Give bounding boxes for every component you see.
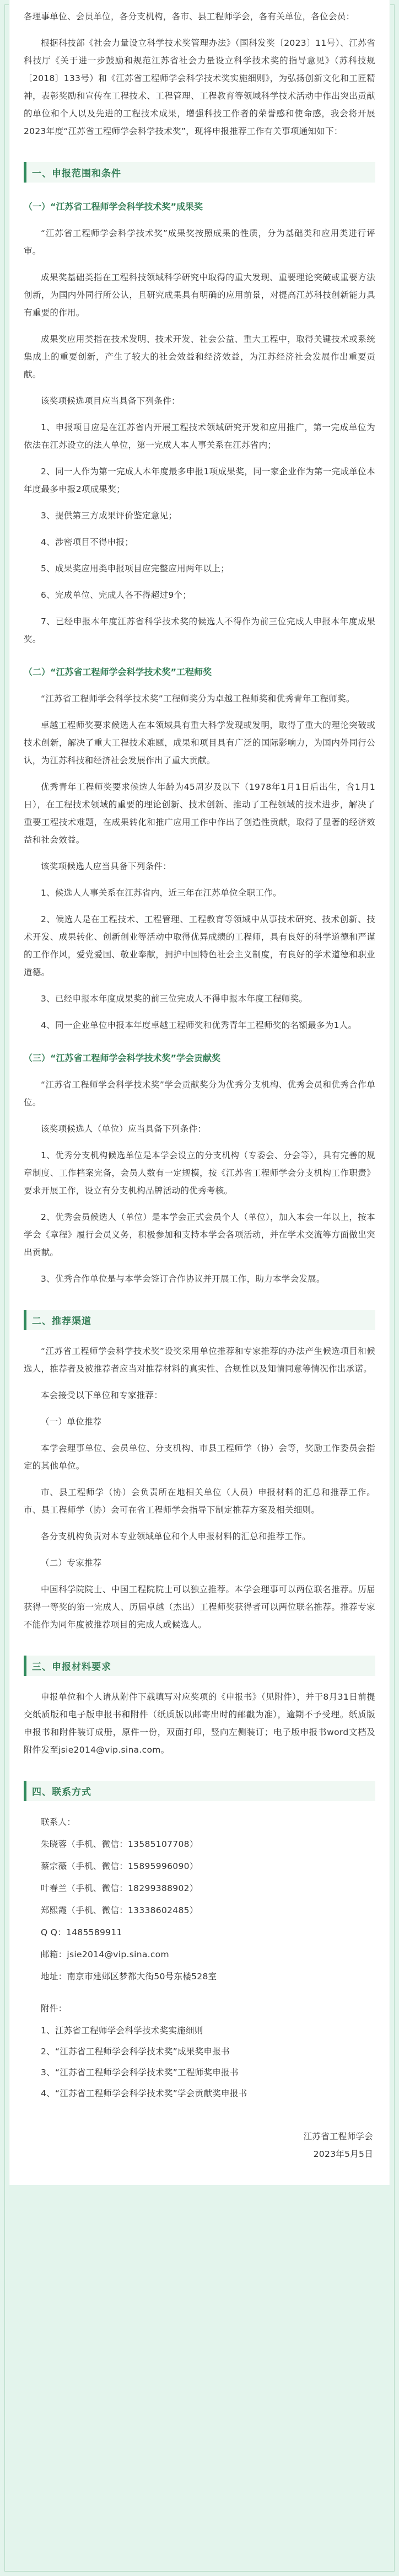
unit-recommend-paragraph: 市、县工程师学（协）会负责所在地相关单位（人员）申报材料的汇总和推荐工作。市、县工程师学（协）会可在省工程师学会指导下制定推荐方案及相关细则。 (24, 1487, 375, 1515)
section-4-title: 四、联系方式 (32, 1787, 91, 1798)
intro-paragraph: 根据科技部《社会力量设立科学技术奖管理办法》（国科发奖〔2023〕11号）、江苏省科技厅《关于进一步鼓励和规范江苏省社会力量设立科学技术奖的指导意见》（苏科技规〔2018〕133号）和《江苏省工程师学会科学技术奖实施细则》，为弘扬创新文化和工匠精神，表彰奖励和宣传在工程技术、工程管理、工程教育等领域科学技术活动中作出突出贡献的单位和个人以及先进的工程技术成果，增强科技工作者的荣誉感和使命感，我会将开展2023年度“江苏省工程师学会科学技术奖”，现将申报推荐工作有关事项通知如下： (24, 38, 375, 136)
award-2-paragraph: “江苏省工程师学会科学技术奖”工程师奖分为卓越工程师奖和优秀青年工程师奖。 (41, 694, 355, 704)
award-1-paragraph: “江苏省工程师学会科学技术奖”成果奖按照成果的性质，分为基础类和应用类进行评审。 (24, 228, 375, 256)
spacer (24, 2106, 375, 2128)
contact-person: 朱晓蓉（手机、微信：13585107708） (41, 1839, 198, 1849)
unit-recommend-paragraph: 各分支机构负责对本专业领域单位和个人申报材料的汇总和推荐工作。 (41, 1531, 311, 1541)
section-4-header (24, 1781, 375, 1801)
unit-recommend-title: （一）单位推荐 (41, 1417, 102, 1427)
award-2-condition: 1、候选人人事关系在江苏省内，近三年在江苏单位全职工作。 (41, 888, 282, 898)
contact-person: 叶春兰（手机、微信：18299388902） (41, 1883, 198, 1893)
award-2-condition: 3、已经申报本年度成果奖的前三位完成人不得申报本年度工程师奖。 (41, 994, 308, 1004)
section-3-title: 三、申报材料要求 (32, 1662, 111, 1673)
award-2-condition: 2、候选人是在工程技术、工程管理、工程教育等领域中从事技术研究、技术创新、技术开发、成果转化、创新创业等活动中取得优异成绩的工程师，具有良好的科学道德和严谨的工作作风，爱党爱国、敬业奉献，拥护中国特色社会主义制度，有良好的学术道德和职业道德。 (24, 914, 375, 977)
contact-person: 郑熙霞（手机、微信：13338602485） (41, 1905, 198, 1915)
expert-recommend-paragraph: 中国科学院院士、中国工程院院士可以独立推荐。本学会理事可以两位联名推荐。历届获得一等奖的第一完成人、历届卓越（杰出）工程师奖获得者可以两位联名推荐。推荐专家不能作为同年度被推荐项目的完成人或候选人。 (24, 1584, 375, 1630)
award-3-title: （三）“江苏省工程师学会科学技术奖”学会贡献奖 (24, 1053, 221, 1063)
section-2-title: 二、推荐渠道 (32, 1316, 91, 1327)
award-3-paragraph: “江苏省工程师学会科学技术奖”学会贡献奖分为优秀分支机构、优秀会员和优秀合作单位。 (24, 1080, 375, 1107)
attachment-item[interactable]: 2、“江苏省工程师学会科学技术奖”成果奖申报书 (41, 2047, 230, 2056)
contact-qq: Q Q：1485589911 (41, 1927, 122, 1937)
section-1-title: 一、申报范围和条件 (32, 168, 121, 179)
award-3-condition: 1、优秀分支机构候选单位是本学会设立的分支机构（专委会、分会等），具有完善的规章制度、工作档案完备，会员人数有一定规模，按《江苏省工程师学会分支机构工作职责》要求开展工作，设立有分支机构品牌活动的优秀考核。 (24, 1150, 375, 1196)
section-3-header (24, 1656, 375, 1676)
section-3-paragraph: 申报单位和个人请从附件下载填写对应奖项的《申报书》（见附件），并于8月31日前提交纸质版和电子版申报书和附件（纸质版以邮寄出时的邮戳为准），逾期不予受理。纸质版申报书和附件装订成册，原件一份，双面打印，竖向左侧装订；电子版申报书word文档及附件发至jsie2014@vip.sina.com。 (24, 1692, 375, 1755)
award-1-paragraph: 成果奖应用类指在技术发明、技术开发、社会公益、重大工程中，取得关键技术或系统集成上的重要创新，产生了较大的社会效益和经济效益，为江苏经济社会发展作出重要贡献。 (24, 334, 375, 379)
award-3-paragraph: 该奖项候选人（单位）应当具备下列条件： (41, 1124, 207, 1134)
attachments-label: 附件： (41, 2004, 67, 2013)
contact-label: 联系人： (41, 1817, 76, 1827)
award-1-condition: 5、成果奖应用类申报项目应完整应用两年以上； (41, 564, 229, 574)
section-2-paragraph: 本会接受以下单位和专家推荐： (41, 1390, 163, 1400)
award-1-condition: 4、涉密项目不得申报； (41, 537, 134, 547)
contact-email[interactable]: 邮箱：jsie2014@vip.sina.com (41, 1950, 169, 1959)
expert-recommend-title: （二）专家推荐 (41, 1558, 102, 1568)
contact-person: 蔡宗薇（手机、微信：15895996090） (41, 1861, 198, 1871)
award-1-condition: 2、同一人作为第一完成人本年度最多申报1项成果奖，同一家企业作为第一完成单位本年度最多申报2项成果奖； (24, 467, 375, 494)
signature-date: 2023年5月5日 (313, 2149, 373, 2159)
unit-recommend-paragraph: 本学会理事单位、会员单位、分支机构、市县工程师学（协）会等，奖励工作委员会指定的其他单位。 (24, 1443, 375, 1471)
award-2-paragraph: 优秀青年工程师奖要求候选人年龄为45周岁及以下（1978年1月1日后出生，含1月1日），在工程技术领域的重要的理论创新、技术创新、推动了工程领域的技术进步，解决了重要工程技术难题，在成果转化和推广应用工作中作出了创造性贡献，取得了显著的经济效益和社会效益。 (24, 782, 375, 845)
award-1-condition: 1、申报项目应是在江苏省内开展工程技术领域研究开发和应用推广，第一完成单位为依法在江苏设立的法人单位，第一完成人本人事关系在江苏省内； (24, 422, 375, 450)
contact-address: 地址：南京市建邺区梦都大街50号东楼528室 (41, 1972, 217, 1981)
award-1-title: （一）“江苏省工程师学会科学技术奖”成果奖 (24, 201, 203, 212)
article-body (9, 0, 390, 2185)
section-1-header (24, 162, 375, 183)
award-1-paragraph: 该奖项候选项目应当具备下列条件： (41, 396, 180, 406)
greeting: 各理事单位、会员单位，各分支机构，各市、县工程师学会，各有关单位，各位会员： (24, 12, 355, 22)
award-1-condition: 3、提供第三方成果评价鉴定意见； (41, 511, 177, 521)
award-2-title: （二）“江苏省工程师学会科学技术奖”工程师奖 (24, 667, 212, 677)
section-2-header (24, 1310, 375, 1330)
award-1-paragraph: 成果奖基础类指在工程科技领域科学研究中取得的重大发现、重要理论突破或重要方法创新，为国内外同行所公认，且研究成果具有明确的应用前景，对提高江苏科技创新能力具有重要的作用。 (24, 272, 375, 318)
award-3-condition: 3、优秀合作单位是与本学会签订合作协议并开展工作，助力本学会发展。 (41, 1274, 325, 1284)
award-1-condition: 6、完成单位、完成人各不得超过9个； (41, 590, 192, 600)
section-2-paragraph: “江苏省工程师学会科学技术奖”设奖采用单位推荐和专家推荐的办法产生候选项目和候选人，推荐者及被推荐者应当对推荐材料的真实性、合规性以及知情同意等情况作出承诺。 (24, 1346, 375, 1374)
award-2-paragraph: 该奖项候选人应当具备下列条件： (41, 861, 172, 871)
attachment-item[interactable]: 1、江苏省工程师学会科学技术奖实施细则 (41, 2026, 203, 2036)
award-3-condition: 2、优秀会员候选人（单位）是本学会正式会员个人（单位），加入本会一年以上，按本学会《章程》履行会员义务，积极参加和支持本学会各项活动，并在学术交流等方面做出突出贡献。 (24, 1212, 375, 1257)
attachment-item[interactable]: 3、“江苏省工程师学会科学技术奖”工程师奖申报书 (41, 2068, 239, 2077)
award-2-paragraph: 卓越工程师奖要求候选人在本领域具有重大科学发现或发明，取得了重大的理论突破或技术创新，解决了重大工程技术难题，成果和项目具有广泛的国际影响力，为国内外同行公认，为江苏科技和经济社会发展作出了重大贡献。 (24, 720, 375, 765)
signature-org: 江苏省工程师学会 (303, 2132, 373, 2141)
attachment-item[interactable]: 4、“江苏省工程师学会科学技术奖”学会贡献奖申报书 (41, 2088, 247, 2098)
award-1-condition: 7、已经申报本年度江苏省科学技术奖的候选人不得作为前三位完成人申报本年度成果奖。 (24, 617, 375, 644)
award-2-condition: 4、同一企业单位申报本年度卓越工程师奖和优秀青年工程师奖的名额最多为1人。 (41, 1020, 357, 1030)
